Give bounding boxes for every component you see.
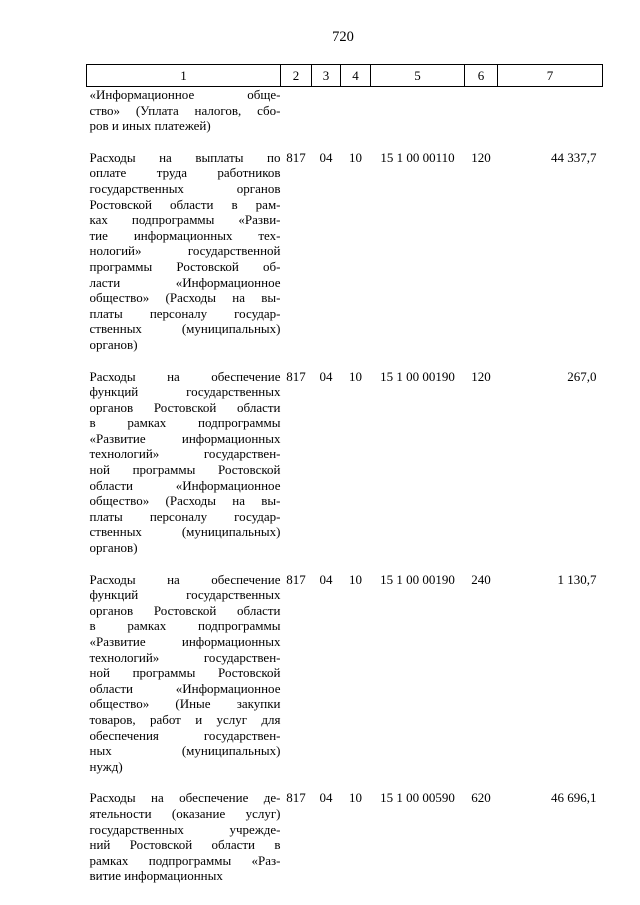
row-description: [87, 87, 281, 134]
target-article-code: 15 1 00 00590: [380, 790, 455, 806]
description-line: общество» (Расходы на вы-: [89, 290, 281, 306]
description-line: ятельности (оказание услуг): [89, 805, 281, 821]
description-line: ний Ростовской области в: [89, 837, 281, 853]
description-line: области «Информационное: [89, 477, 281, 493]
header-cell-2: 2: [281, 65, 312, 87]
description-line: ной программы Ростовской: [89, 665, 281, 681]
table-row: [87, 556, 603, 775]
section-code: 04: [319, 571, 333, 587]
description-line: Расходы на обеспечение: [89, 571, 281, 587]
expense-type-code: 620: [471, 790, 491, 806]
description-line: оплате труда работников: [89, 165, 281, 181]
page-number: 720: [332, 29, 354, 45]
description-line: ство» (Уплата налогов, сбо-: [89, 102, 281, 118]
description-line: тие информационных тех-: [89, 227, 281, 243]
description-line: обеспечения государствен-: [89, 727, 281, 743]
description-line: Ростовской области в рам-: [89, 196, 281, 212]
ministry-code: 817: [286, 149, 306, 165]
header-cell-7: 7: [498, 65, 603, 87]
description-line: общество» (Иные закупки: [89, 696, 281, 712]
description-line: государственных органов: [89, 180, 281, 196]
header-cell-1: 1: [87, 65, 281, 87]
description-line: платы персоналу государ-: [89, 305, 281, 321]
table-row: [87, 774, 603, 884]
ministry-code: 817: [286, 571, 306, 587]
section-code: 04: [319, 790, 333, 806]
description-line: Расходы на обеспечение: [89, 368, 281, 384]
subsection-code: 10: [349, 790, 362, 806]
section-code: [312, 87, 341, 134]
amount-value: 46 696,1: [551, 790, 597, 806]
header-cell-6: 6: [465, 65, 498, 87]
description-line: платы персоналу государ-: [89, 508, 281, 524]
description-line: ласти «Информационное: [89, 274, 281, 290]
description-line: ной программы Ростовской: [89, 462, 281, 478]
row-description: [87, 134, 281, 353]
subsection-code: [341, 87, 371, 134]
amount-value: 1 130,7: [557, 571, 597, 587]
description-line: Расходы на выплаты по: [89, 149, 281, 165]
description-line: в рамках подпрограммы: [89, 415, 281, 431]
target-article-code: 15 1 00 00190: [380, 368, 455, 384]
header-row: [87, 65, 603, 87]
budget-table: [86, 64, 603, 884]
subsection-code: 10: [349, 571, 362, 587]
header-cell-4: 4: [341, 65, 371, 87]
description-line: в рамках подпрограммы: [89, 618, 281, 634]
amount-value: 44 337,7: [551, 149, 597, 165]
description-line: общество» (Расходы на вы-: [89, 493, 281, 509]
description-line: органов Ростовской области: [89, 602, 281, 618]
description-line: области «Информационное: [89, 680, 281, 696]
amount-value: [498, 87, 603, 134]
description-line: ных (муниципальных): [89, 743, 281, 759]
target-article-code: 15 1 00 00110: [380, 149, 455, 165]
description-line: ров и иных платежей): [89, 118, 211, 134]
section-code: 04: [319, 368, 333, 384]
expense-type-code: 240: [471, 571, 491, 587]
row-description: [87, 556, 281, 775]
description-line: витие информационных: [89, 868, 223, 884]
description-line: органов): [89, 336, 138, 352]
row-description: [87, 774, 281, 884]
description-line: технологий» государствен-: [89, 446, 281, 462]
header-cell-5: 5: [371, 65, 465, 87]
description-line: органов): [89, 540, 138, 556]
description-line: органов Ростовской области: [89, 399, 281, 415]
description-line: государственных учрежде-: [89, 821, 281, 837]
expense-type-code: [465, 87, 498, 134]
table-row: [87, 87, 603, 134]
description-line: нужд): [89, 758, 123, 774]
expense-type-code: 120: [471, 368, 491, 384]
description-line: «Информационное обще-: [89, 87, 281, 102]
ministry-code: 817: [286, 790, 306, 806]
description-line: ственных (муниципальных): [89, 321, 281, 337]
expense-type-code: 120: [471, 149, 491, 165]
amount-value: 267,0: [567, 368, 597, 384]
description-line: нологий» государственной: [89, 243, 281, 259]
description-line: ках подпрограммы «Разви-: [89, 212, 281, 228]
table-body: [87, 87, 603, 884]
description-line: Расходы на обеспечение де-: [89, 790, 281, 806]
description-line: «Развитие информационных: [89, 430, 281, 446]
target-article-code: [371, 87, 465, 134]
target-article-code: 15 1 00 00190: [380, 571, 455, 587]
subsection-code: 10: [349, 368, 362, 384]
row-description: [87, 353, 281, 556]
description-line: товаров, работ и услуг для: [89, 711, 281, 727]
subsection-code: 10: [349, 149, 362, 165]
description-line: ственных (муниципальных): [89, 524, 281, 540]
table-row: [87, 134, 603, 353]
ministry-code: 817: [286, 368, 306, 384]
ministry-code: [281, 87, 312, 134]
description-line: функций государственных: [89, 587, 281, 603]
table-header: [87, 65, 603, 87]
header-cell-3: 3: [312, 65, 341, 87]
description-line: программы Ростовской об-: [89, 258, 281, 274]
table-row: [87, 353, 603, 556]
description-line: «Развитие информационных: [89, 634, 281, 649]
description-line: функций государственных: [89, 384, 281, 400]
description-line: технологий» государствен-: [89, 649, 281, 665]
description-line: рамках подпрограммы «Раз-: [89, 852, 281, 868]
section-code: 04: [319, 149, 333, 165]
